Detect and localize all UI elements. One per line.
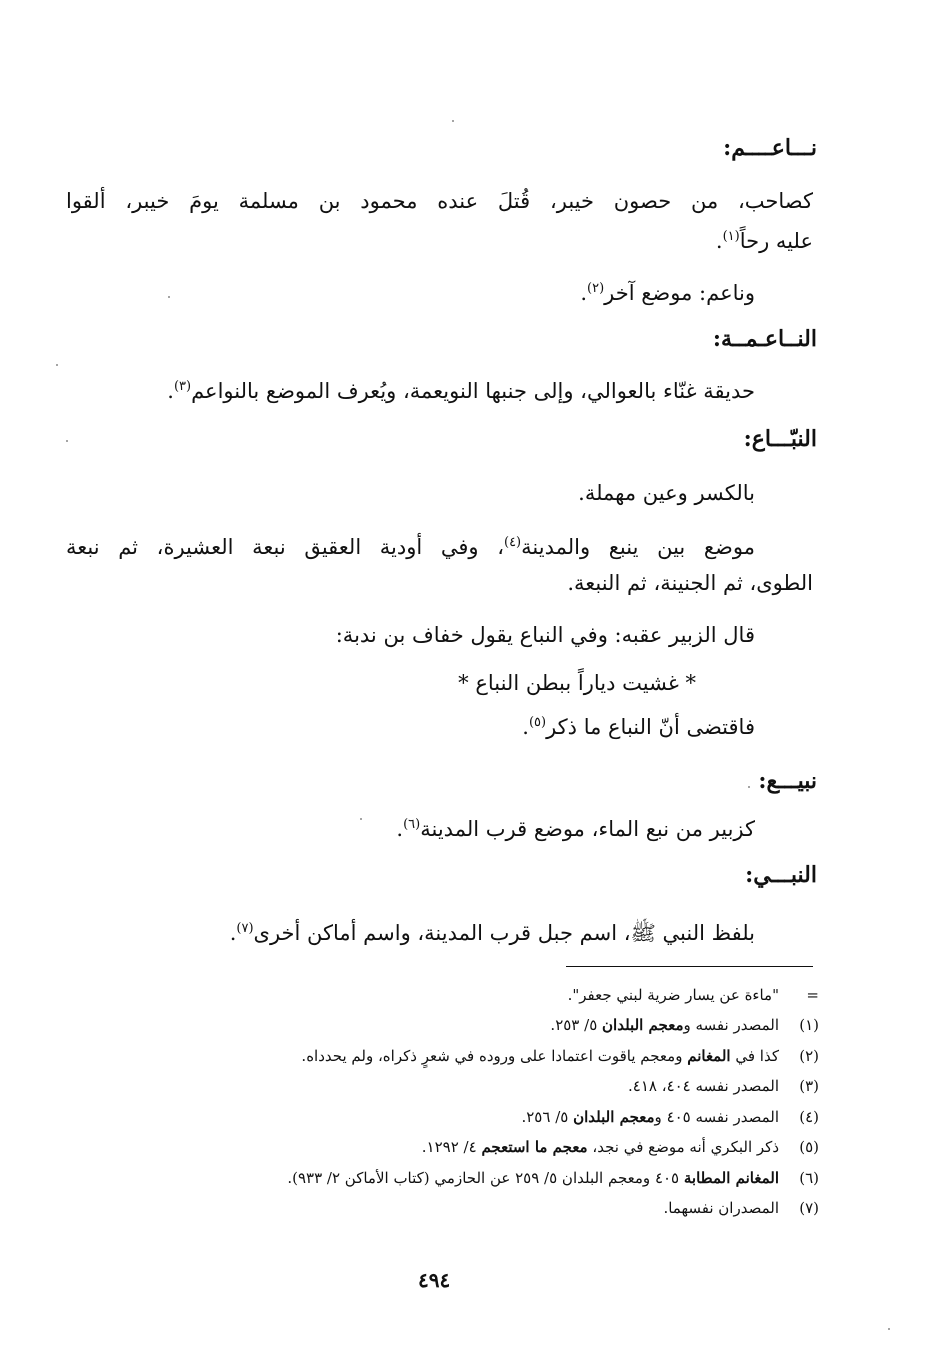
entry-heading-nubay: نبيـــع: — [758, 768, 817, 794]
entry-text-naim-line2: عليه رحاً$^{(١)}$. — [715, 229, 813, 253]
footnote-3: (٣)المصدر نفسه ٤٠٤، ٤١٨. — [628, 1077, 819, 1095]
footnote-ref-2[interactable]: (٢) — [587, 281, 605, 296]
footnote-4: (٤)المصدر نفسه ٤٠٥ ومعجم البلدان ٥/ ٢٥٦. — [521, 1108, 819, 1126]
footnote-5: (٥)ذكر البكري أنه موضع في نجد، معجم ما استعجم ٤/ ١٢٩٢. — [421, 1138, 819, 1156]
footnote-ref-1[interactable]: (١) — [722, 229, 740, 244]
entry-text-nubay: كزبير من نبع الماء، موضع قرب المدينة$^{(٦)}$. — [396, 817, 755, 841]
entry-heading-al-nabi: النبـــي: — [745, 862, 817, 888]
scan-speck — [748, 786, 750, 788]
entry-text-naim-other: وناعم: موضع آخر$^{(٢)}$. — [580, 281, 755, 305]
scan-speck — [888, 1328, 890, 1330]
footnote-7: (٧)المصدران نفسهما. — [663, 1199, 819, 1217]
scan-speck — [168, 296, 170, 298]
entry-text-al-nibaa-pronunciation: بالكسر وعين مهملة. — [578, 481, 755, 505]
entry-text-al-nibaa-quote-intro: قال الزبير عقبه: وفي النباع يقول خفاف بن ندبة: — [335, 623, 755, 647]
footnote-ref-5[interactable]: (٥) — [528, 715, 547, 730]
footnote-ref-7[interactable]: (٧) — [236, 921, 254, 936]
scan-speck — [452, 120, 454, 122]
footnote-6: (٦)المغانم المطابة ٤٠٥ ومعجم البلدان ٥/ ٢٥٩ عن الحازمي (كتاب الأماكن ٢/ ٩٣٣). — [287, 1169, 819, 1187]
entry-heading-al-nibaa: النبّـــاع: — [743, 426, 817, 452]
footnote-ref-4[interactable]: (٤) — [503, 535, 522, 550]
scan-speck — [360, 818, 362, 820]
footnote-separator — [566, 966, 813, 967]
scan-speck — [66, 440, 68, 442]
footnote-ref-6[interactable]: (٦) — [403, 817, 421, 832]
footnote-continuation: ="ماءة عن يسار ضرية لبني جعفر". — [567, 986, 819, 1004]
footnote-2: (٢)كذا في المغانم ومعجم ياقوت اعتمادا على وروده في شعرٍ ذكراه، ولم يحدداه. — [301, 1047, 819, 1065]
footnote-1: (١)المصدر نفسه ومعجم البلدان ٥/ ٢٥٣. — [550, 1016, 819, 1034]
entry-text-al-nibaa-line2: الطوى، ثم الجنينة، ثم النبعة. — [567, 571, 813, 595]
page-number: ٤٩٤ — [418, 1268, 451, 1292]
entry-text-al-nibaa-conclusion: فاقتضى أنّ النباع ما ذكر$^{(٥)}$. — [522, 715, 755, 739]
entry-text-naim-line1: كصاحب، من حصون خيبر، قُتلَ عنده محمود بن مسلمة يومَ خيبر، ألقوا — [66, 189, 813, 213]
entry-text-al-naima: حديقة غنّاء بالعوالي، وإلى جنبها النويعمة، ويُعرف الموضع بالنواعم$^{(٣)}$. — [167, 379, 755, 403]
footnote-ref-3[interactable]: (٣) — [173, 379, 192, 394]
entry-heading-al-naima: النــاعـمــة: — [712, 326, 817, 352]
entry-heading-naim: نـــاعــــم: — [723, 135, 817, 161]
entry-text-al-nibaa-line1: موضع بين ينبع والمدينة$^{(٤)}$، وفي أودية العقيق نبعة العشيرة، ثم نبعة — [66, 535, 755, 559]
verse-line: * غشيت دياراً ببطن النباع * — [458, 671, 696, 695]
scan-speck — [56, 364, 58, 366]
entry-text-al-nabi: بلفظ النبي ﷺ، اسم جبل قرب المدينة، واسم أماكن أخرى$^{(٧)}$. — [229, 921, 755, 945]
